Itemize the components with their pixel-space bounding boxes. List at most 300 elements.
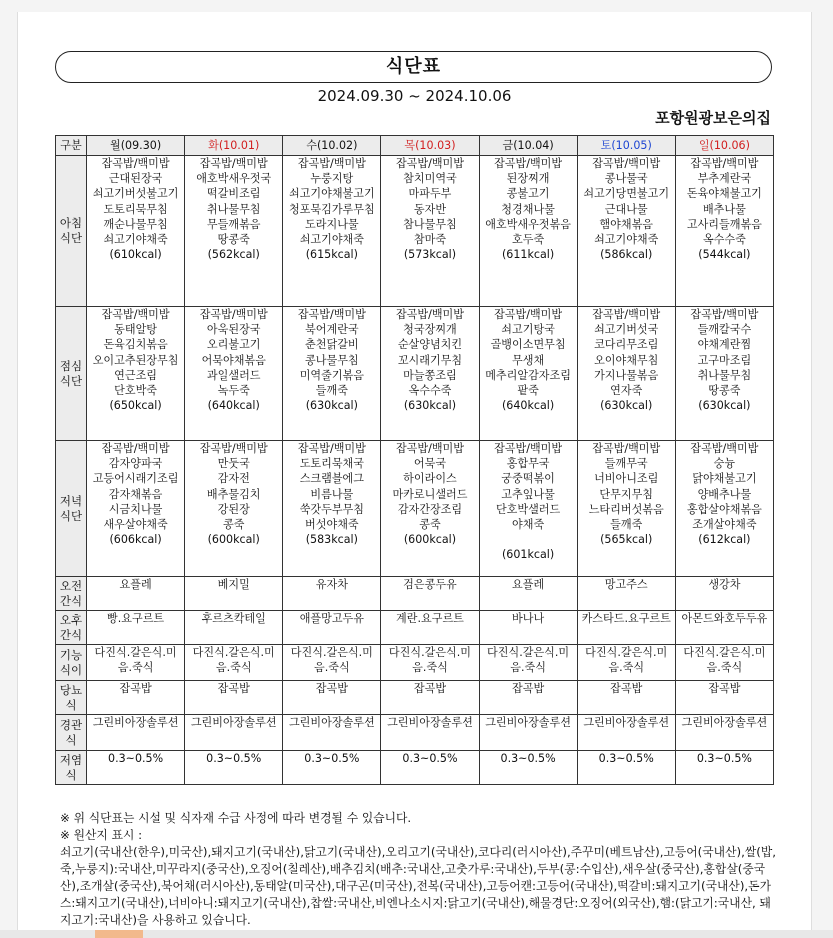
menu-item: 쇠고기야채죽 bbox=[594, 233, 659, 247]
menu-item: 가지나물볶음 bbox=[594, 368, 659, 382]
afternoon-snack-row bbox=[56, 611, 774, 645]
menu-cell bbox=[577, 681, 675, 715]
menu-item: 홍합살야채볶음 bbox=[686, 502, 762, 516]
menu-cell bbox=[381, 681, 479, 715]
day-header: 목(10.03) bbox=[381, 136, 479, 156]
menu-item: (600kcal) bbox=[207, 533, 260, 547]
menu-item: 코다리무조림 bbox=[594, 338, 659, 352]
menu-item: (630kcal) bbox=[403, 399, 457, 413]
menu-item: 돈육야채불고기 bbox=[686, 187, 762, 201]
menu-cell bbox=[577, 645, 675, 681]
menu-item: 그린비아장솔루션 bbox=[92, 716, 179, 729]
menu-item: 쇠고기탕국 bbox=[501, 323, 555, 337]
menu-item: 과일샐러드 bbox=[206, 368, 261, 382]
menu-item: 춘천닭갈비 bbox=[305, 338, 359, 352]
menu-cell bbox=[479, 441, 577, 577]
menu-item: 잡곡밥/백미밥 bbox=[690, 157, 759, 170]
menu-item: 다진식.갈은식.미음.죽식 bbox=[683, 646, 766, 675]
menu-item: 비름나물 bbox=[310, 487, 354, 501]
menu-cell bbox=[87, 681, 185, 715]
bottom-accent-tab bbox=[95, 930, 143, 938]
menu-item: 단무지무침 bbox=[599, 487, 654, 501]
menu-item: 닭야채불고기 bbox=[692, 472, 757, 486]
menu-item: 잡곡밥/백미밥 bbox=[199, 308, 268, 321]
day-header: 일(10.06) bbox=[675, 136, 773, 156]
menu-item: 0.3~0.5% bbox=[696, 752, 752, 765]
menu-cell bbox=[87, 645, 185, 681]
menu-item: 잡곡밥/백미밥 bbox=[101, 157, 170, 170]
menu-item: 잡곡밥 bbox=[413, 682, 447, 695]
menu-cell bbox=[381, 611, 479, 645]
menu-cell bbox=[675, 156, 773, 307]
menu-item: 그린비아장솔루션 bbox=[681, 716, 768, 729]
menu-item: 잡곡밥/백미밥 bbox=[101, 442, 170, 455]
menu-item: 숭늉 bbox=[713, 457, 736, 471]
origin-text: 쇠고기(국내산(한우),미국산),돼지고기(국내산),닭고기(국내산),오리고기(국내산),코다리(러시아산),주꾸미(베트남산),고등어(국내산),쌀(밥,죽,누룽지):국내산,미꾸라지(중국산),오징어(칠레산),배추김치(배추:국내산,고춧가루:국내산),두부(콩:수입산),새우살(중국산),홍합살(중국산),조개살(중국산),북어채(러시아산),동태알(미국산),대구곤(미국산),전복(국내산),고등어캔:고등어(국내산),떡갈비:돼지고기(국내산),돈가스:돼지고기(국내산),너비아니:돼지고기(국내산),찹쌀:국내산,비엔나소시지:닭고기(국내산),해물경단:오징어(외국산),햄:(닭고기:국내산, 돼지고기:국내산)을 사용하고 있습니다. bbox=[60, 845, 776, 927]
menu-item: 생강차 bbox=[708, 578, 741, 591]
row-label-text: 식단 bbox=[59, 373, 83, 388]
menu-item: 도토리묵채국 bbox=[299, 457, 364, 471]
menu-item: (612kcal) bbox=[698, 533, 751, 547]
menu-item: 옥수수죽 bbox=[408, 384, 452, 398]
menu-item: 감자채볶음 bbox=[108, 487, 163, 501]
menu-cell bbox=[283, 441, 381, 577]
menu-item: 들깨무국 bbox=[604, 457, 648, 471]
row-label-text: 오후 bbox=[59, 612, 83, 627]
menu-item: 바나나 bbox=[512, 612, 545, 625]
menu-item: 감자간장조림 bbox=[397, 502, 463, 516]
menu-cell bbox=[283, 611, 381, 645]
menu-item: 돈육김치볶음 bbox=[103, 338, 168, 352]
menu-item: 참나물무침 bbox=[403, 217, 457, 231]
menu-item: 만둣국 bbox=[217, 457, 250, 471]
row-label bbox=[56, 611, 87, 645]
menu-cell bbox=[87, 751, 185, 785]
menu-cell bbox=[185, 577, 283, 611]
menu-item: 순살양념치킨 bbox=[397, 338, 463, 352]
menu-cell bbox=[675, 307, 773, 441]
menu-item: 잡곡밥/백미밥 bbox=[297, 442, 366, 455]
row-label-text: 식 bbox=[65, 732, 77, 747]
menu-item: 잡곡밥/백미밥 bbox=[494, 157, 563, 170]
day-header: 수(10.02) bbox=[283, 136, 381, 156]
menu-item: 궁중떡볶이 bbox=[501, 472, 555, 486]
menu-item: 잡곡밥/백미밥 bbox=[395, 442, 464, 455]
menu-item: 요플레 bbox=[119, 578, 152, 591]
menu-cell bbox=[675, 681, 773, 715]
row-label-text: 경관 bbox=[59, 717, 83, 732]
menu-item: 강된장 bbox=[217, 502, 250, 516]
row-label-text: 간식 bbox=[59, 627, 83, 642]
menu-item: 부추계란국 bbox=[697, 172, 752, 186]
facility-name: 포항원광보은의집 bbox=[655, 109, 771, 127]
menu-item: 마파두부 bbox=[408, 187, 452, 201]
menu-item: 쇠고기야채죽 bbox=[103, 233, 168, 247]
menu-cell bbox=[283, 645, 381, 681]
menu-item: 취나물무침 bbox=[206, 202, 261, 216]
menu-item: (565kcal) bbox=[600, 533, 653, 547]
day-header: 화(10.01) bbox=[185, 136, 283, 156]
menu-item: 그린비아장솔루션 bbox=[190, 716, 277, 729]
menu-cell bbox=[675, 715, 773, 751]
menu-item: 쇠고기야채죽 bbox=[299, 233, 364, 247]
menu-cell bbox=[283, 307, 381, 441]
menu-item: 배추물김치 bbox=[206, 487, 261, 501]
menu-item: 잡곡밥 bbox=[610, 682, 643, 695]
menu-item: 무들깨볶음 bbox=[206, 217, 261, 231]
row-label bbox=[56, 751, 87, 785]
menu-item: 잡곡밥/백미밥 bbox=[297, 157, 366, 170]
menu-cell bbox=[577, 307, 675, 441]
menu-item: 애플망고두유 bbox=[299, 612, 364, 625]
menu-item: 0.3~0.5% bbox=[304, 752, 360, 765]
menu-item: 콩죽 bbox=[223, 518, 245, 532]
menu-item: 하이라이스 bbox=[403, 472, 457, 486]
menu-item: 잡곡밥/백미밥 bbox=[690, 308, 759, 321]
menu-cell bbox=[577, 715, 675, 751]
menu-cell bbox=[87, 441, 185, 577]
menu-item: 청국장찌개 bbox=[403, 323, 457, 337]
menu-item: (630kcal) bbox=[600, 399, 653, 413]
menu-item: (601kcal) bbox=[501, 548, 555, 562]
menu-item: (630kcal) bbox=[305, 399, 358, 413]
row-label bbox=[56, 577, 87, 611]
menu-cell bbox=[577, 156, 675, 307]
menu-cell bbox=[479, 751, 577, 785]
menu-cell bbox=[675, 577, 773, 611]
menu-cell bbox=[381, 156, 479, 307]
origin-title: ※ 원산지 표시 : bbox=[60, 828, 143, 842]
menu-item: 동자반 bbox=[413, 202, 447, 216]
menu-item: 계란.요구르트 bbox=[396, 612, 464, 625]
menu-item: 땅콩죽 bbox=[217, 233, 250, 247]
menu-item: (586kcal) bbox=[600, 248, 653, 262]
row-label-text: 식 bbox=[65, 697, 77, 712]
day-header: 금(10.04) bbox=[479, 136, 577, 156]
menu-cell bbox=[87, 156, 185, 307]
menu-item: 너비아니조림 bbox=[594, 472, 659, 486]
breakfast-row bbox=[56, 156, 774, 307]
menu-item: 오이고추된장무침 bbox=[92, 353, 179, 367]
texture-modified-row bbox=[56, 645, 774, 681]
menu-item: 단호박샐러드 bbox=[495, 502, 561, 516]
menu-item: 잡곡밥/백미밥 bbox=[395, 308, 464, 321]
menu-cell bbox=[577, 611, 675, 645]
menu-cell bbox=[185, 156, 283, 307]
menu-item: 참마죽 bbox=[413, 233, 447, 247]
menu-item: 고등어시래기조림 bbox=[92, 472, 179, 486]
menu-item: 베지밀 bbox=[217, 578, 250, 591]
menu-item: (630kcal) bbox=[698, 399, 751, 413]
menu-item: 요플레 bbox=[512, 578, 545, 591]
menu-item: 아몬드와호두두유 bbox=[681, 612, 768, 625]
menu-item: 다진식.갈은식.미음.죽식 bbox=[290, 646, 373, 675]
menu-item: 콩죽 bbox=[419, 518, 441, 532]
row-label-text: 점심 bbox=[59, 358, 83, 373]
menu-item: 다진식.갈은식.미음.죽식 bbox=[192, 646, 275, 675]
menu-item: 깨순나물무침 bbox=[103, 217, 168, 231]
row-label bbox=[56, 715, 87, 751]
day-header-row bbox=[56, 136, 774, 156]
menu-item: 들깨칼국수 bbox=[697, 323, 752, 337]
menu-item: 야채죽 bbox=[512, 518, 545, 532]
menu-item: 스크램블에그 bbox=[299, 472, 364, 486]
menu-item: 골뱅이소면무침 bbox=[490, 338, 566, 352]
menu-item: 야채계란찜 bbox=[697, 338, 752, 352]
menu-item: 쇠고기버섯불고기 bbox=[92, 187, 179, 201]
menu-cell bbox=[577, 577, 675, 611]
menu-item: 후르츠칵테일 bbox=[201, 612, 266, 625]
menu-item: 검은콩두유 bbox=[403, 578, 457, 591]
menu-item: 북어계란국 bbox=[305, 323, 359, 337]
menu-cell bbox=[185, 441, 283, 577]
menu-item: 동태알탕 bbox=[114, 323, 158, 337]
menu-item: 들깨죽 bbox=[315, 384, 348, 398]
menu-item: 옥수수죽 bbox=[702, 233, 746, 247]
menu-item: 다진식.갈은식.미음.죽식 bbox=[388, 646, 471, 675]
menu-item: 도토리묵무침 bbox=[103, 202, 168, 216]
menu-item: 누룽지탕 bbox=[310, 172, 354, 186]
menu-item: 잡곡밥/백미밥 bbox=[592, 157, 661, 170]
row-label-text: 오전 bbox=[59, 578, 83, 593]
menu-item: 잡곡밥/백미밥 bbox=[101, 308, 170, 321]
menu-item: (573kcal) bbox=[403, 248, 457, 262]
menu-item: 떡갈비조림 bbox=[206, 187, 261, 201]
document-title: 식단표 bbox=[55, 51, 772, 83]
diabetic-row bbox=[56, 681, 774, 715]
menu-item: 유자차 bbox=[315, 578, 348, 591]
menu-item: 잡곡밥 bbox=[708, 682, 741, 695]
menu-item: (606kcal) bbox=[109, 533, 162, 547]
menu-item: 그린비아장솔루션 bbox=[288, 716, 375, 729]
menu-item: 잡곡밥 bbox=[315, 682, 348, 695]
menu-item: 다진식.갈은식.미음.죽식 bbox=[487, 646, 570, 675]
menu-item: 쇠고기야채불고기 bbox=[288, 187, 375, 201]
menu-item: 취나물무침 bbox=[697, 368, 752, 382]
menu-item: 어묵국 bbox=[413, 457, 447, 471]
row-label-text: 저염 bbox=[59, 752, 83, 767]
menu-item bbox=[481, 532, 576, 547]
menu-cell bbox=[381, 645, 479, 681]
row-label bbox=[56, 307, 87, 441]
menu-cell bbox=[87, 307, 185, 441]
menu-item: 버섯야채죽 bbox=[305, 518, 359, 532]
menu-item: 도라지나물 bbox=[305, 217, 359, 231]
menu-cell bbox=[283, 681, 381, 715]
menu-item: 잡곡밥 bbox=[217, 682, 250, 695]
menu-item: 마카로니샐러드 bbox=[392, 487, 468, 501]
morning-snack-row bbox=[56, 577, 774, 611]
menu-item: 잡곡밥/백미밥 bbox=[592, 308, 661, 321]
menu-item: 잡곡밥/백미밥 bbox=[199, 157, 268, 170]
menu-item: 시금치나물 bbox=[108, 502, 163, 516]
menu-cell bbox=[185, 715, 283, 751]
menu-item: 호두죽 bbox=[512, 233, 545, 247]
lunch-row bbox=[56, 307, 774, 441]
menu-item: (562kcal) bbox=[207, 248, 260, 262]
menu-item: 땅콩죽 bbox=[708, 384, 741, 398]
menu-cell bbox=[479, 645, 577, 681]
menu-item: 다진식.갈은식.미음.죽식 bbox=[585, 646, 668, 675]
menu-cell bbox=[381, 441, 479, 577]
menu-item: 쇠고기당면불고기 bbox=[583, 187, 670, 201]
menu-item: 녹두죽 bbox=[217, 384, 250, 398]
row-label-text: 식이 bbox=[59, 662, 83, 677]
menu-item: 마늘쫑조림 bbox=[403, 368, 457, 382]
menu-item: 카스타드.요구르트 bbox=[581, 612, 671, 625]
menu-item: 고사리들깨볶음 bbox=[686, 217, 762, 231]
menu-item: 홍합무국 bbox=[506, 457, 550, 471]
menu-item: 0.3~0.5% bbox=[500, 752, 556, 765]
menu-item: 느타리버섯볶음 bbox=[588, 502, 664, 516]
menu-item: 양배추나물 bbox=[697, 487, 752, 501]
menu-item: 0.3~0.5% bbox=[108, 752, 164, 765]
menu-item: 빵.요구르트 bbox=[107, 612, 165, 625]
menu-item: 들깨죽 bbox=[610, 518, 643, 532]
menu-item: 잡곡밥/백미밥 bbox=[199, 442, 268, 455]
menu-item: (611kcal) bbox=[501, 248, 555, 262]
menu-item: 잡곡밥/백미밥 bbox=[690, 442, 759, 455]
menu-item: 잡곡밥 bbox=[119, 682, 152, 695]
menu-item: 감자전 bbox=[217, 472, 250, 486]
menu-item: 꼬시래기무침 bbox=[397, 353, 463, 367]
menu-cell bbox=[87, 715, 185, 751]
menu-item: 잡곡밥/백미밥 bbox=[494, 442, 563, 455]
menu-item: 잡곡밥/백미밥 bbox=[592, 442, 661, 455]
menu-item: 청포묵김가루무침 bbox=[288, 202, 375, 216]
menu-item: 어묵야채볶음 bbox=[201, 353, 266, 367]
menu-item: (640kcal) bbox=[207, 399, 260, 413]
menu-item: 고추잎나물 bbox=[501, 487, 555, 501]
menu-item: (610kcal) bbox=[109, 248, 162, 262]
menu-item: 쇠고기버섯국 bbox=[594, 323, 659, 337]
menu-item: 된장찌개 bbox=[506, 172, 550, 186]
menu-item: 그린비아장솔루션 bbox=[485, 716, 571, 729]
menu-item: 0.3~0.5% bbox=[598, 752, 654, 765]
menu-item: 콩나물무침 bbox=[305, 353, 359, 367]
row-label bbox=[56, 441, 87, 577]
menu-cell bbox=[87, 611, 185, 645]
menu-item: 고구마조림 bbox=[697, 353, 752, 367]
menu-item: 잡곡밥 bbox=[512, 682, 545, 695]
menu-item: 미역줄기볶음 bbox=[299, 368, 364, 382]
row-label-text: 기능 bbox=[59, 647, 83, 662]
row-label-text: 식 bbox=[65, 767, 77, 782]
menu-cell bbox=[185, 645, 283, 681]
menu-item: (640kcal) bbox=[501, 399, 555, 413]
menu-cell bbox=[185, 681, 283, 715]
menu-cell bbox=[577, 751, 675, 785]
menu-cell bbox=[479, 715, 577, 751]
row-label-text: 간식 bbox=[59, 593, 83, 608]
menu-item: 햄야채볶음 bbox=[599, 217, 654, 231]
menu-cell bbox=[185, 307, 283, 441]
menu-item: 연근조림 bbox=[114, 368, 158, 382]
menu-document-page bbox=[17, 12, 812, 938]
menu-item: (650kcal) bbox=[109, 399, 162, 413]
menu-cell bbox=[381, 307, 479, 441]
menu-item: 잡곡밥/백미밥 bbox=[297, 308, 366, 321]
meal-plan-body bbox=[56, 156, 774, 785]
menu-item: 애호박새우젓볶음 bbox=[485, 217, 571, 231]
menu-item: 단호박죽 bbox=[114, 384, 158, 398]
menu-cell bbox=[283, 715, 381, 751]
menu-cell bbox=[87, 577, 185, 611]
dinner-row bbox=[56, 441, 774, 577]
menu-cell bbox=[675, 611, 773, 645]
menu-cell bbox=[381, 715, 479, 751]
menu-cell bbox=[479, 611, 577, 645]
menu-cell bbox=[675, 751, 773, 785]
menu-item: 콩불고기 bbox=[506, 187, 550, 201]
menu-cell bbox=[479, 156, 577, 307]
menu-cell bbox=[283, 577, 381, 611]
menu-item: 애호박새우젓국 bbox=[196, 172, 272, 186]
menu-item: 그린비아장솔루션 bbox=[387, 716, 473, 729]
menu-cell bbox=[283, 751, 381, 785]
menu-item: (583kcal) bbox=[305, 533, 358, 547]
menu-item: 0.3~0.5% bbox=[206, 752, 262, 765]
menu-cell bbox=[675, 645, 773, 681]
menu-cell bbox=[675, 441, 773, 577]
menu-item: 오리불고기 bbox=[206, 338, 261, 352]
row-label-text: 식단 bbox=[59, 508, 83, 523]
day-header: 월(09.30) bbox=[87, 136, 185, 156]
menu-item: 콩나물국 bbox=[604, 172, 648, 186]
day-header: 토(10.05) bbox=[577, 136, 675, 156]
menu-item: 연자죽 bbox=[610, 384, 643, 398]
menu-item: 쑥갓두부무침 bbox=[299, 502, 364, 516]
corner-label: 구분 bbox=[56, 136, 87, 156]
menu-cell bbox=[577, 441, 675, 577]
tube-feeding-row bbox=[56, 715, 774, 751]
menu-cell bbox=[381, 577, 479, 611]
change-notice: ※ 위 식단표는 시설 및 식자재 수급 사정에 따라 변경될 수 있습니다. bbox=[60, 811, 412, 825]
menu-item: (600kcal) bbox=[403, 533, 457, 547]
menu-cell bbox=[479, 577, 577, 611]
menu-item: 근대된장국 bbox=[108, 172, 163, 186]
menu-cell bbox=[185, 751, 283, 785]
menu-item: 배추나물 bbox=[702, 202, 746, 216]
row-label-text: 식단 bbox=[59, 231, 83, 245]
menu-item: 팥죽 bbox=[517, 384, 539, 398]
menu-item: 청경채나물 bbox=[501, 202, 555, 216]
low-sodium-row bbox=[56, 751, 774, 785]
date-range: 2024.09.30 ~ 2024.10.06 bbox=[317, 87, 512, 105]
menu-item: 그린비아장솔루션 bbox=[583, 716, 670, 729]
row-label-text: 아침 bbox=[59, 216, 83, 230]
row-label bbox=[56, 681, 87, 715]
menu-item: 조개살야채죽 bbox=[692, 518, 757, 532]
menu-cell bbox=[381, 751, 479, 785]
menu-item: 아욱된장국 bbox=[206, 323, 261, 337]
row-label bbox=[56, 156, 87, 307]
row-label bbox=[56, 645, 87, 681]
notes-section bbox=[60, 810, 780, 929]
menu-item: 참치미역국 bbox=[403, 172, 457, 186]
menu-item: (615kcal) bbox=[305, 248, 358, 262]
menu-item: 0.3~0.5% bbox=[402, 752, 458, 765]
menu-item: 감자양파국 bbox=[108, 457, 163, 471]
menu-item: 다진식.갈은식.미음.죽식 bbox=[94, 646, 177, 675]
menu-item: 오이야채무침 bbox=[594, 353, 659, 367]
menu-item: 망고주스 bbox=[604, 578, 648, 591]
row-label-text: 저녁 bbox=[59, 493, 83, 508]
meal-plan-table bbox=[55, 135, 774, 785]
menu-cell bbox=[185, 611, 283, 645]
menu-item: 잡곡밥/백미밥 bbox=[395, 157, 464, 170]
row-label-text: 당뇨 bbox=[59, 682, 83, 697]
